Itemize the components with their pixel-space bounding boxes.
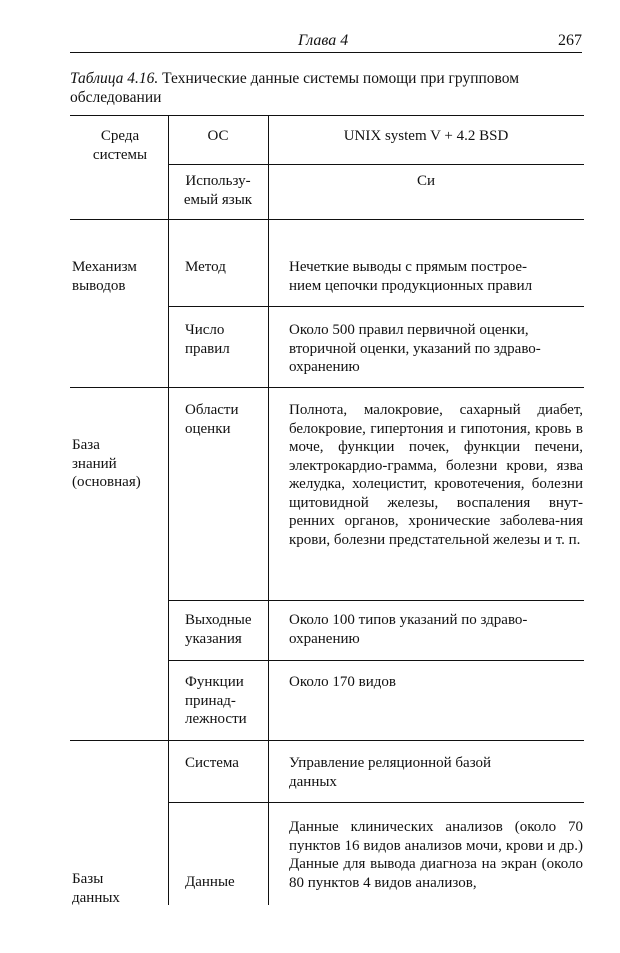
rules-count-label: Число правил bbox=[185, 322, 230, 357]
table-caption bbox=[70, 69, 584, 107]
header-rule bbox=[70, 52, 582, 53]
row-divider bbox=[168, 306, 584, 307]
db-data-label: Данные bbox=[185, 874, 235, 890]
group-label-environment: Среда системы bbox=[92, 128, 148, 163]
language-label: Использу- емый язык bbox=[183, 173, 253, 208]
chapter-header: Глава 4 bbox=[298, 32, 349, 49]
membership-functions-value: Около 170 видов bbox=[289, 674, 396, 690]
row-divider bbox=[168, 802, 584, 803]
row-divider bbox=[168, 660, 584, 661]
group-divider bbox=[70, 219, 584, 220]
assessment-areas-label: Области оценки bbox=[185, 402, 239, 437]
db-data-value: Данные клинических анализов (около 70 пунктов 16 видов анализов мочи, крови и др.) Данные для вывода диагноза на экран (около 80 пунктов 4 видов анализов, bbox=[289, 819, 583, 891]
db-system-value: Управление реляционной базой данных bbox=[289, 755, 492, 790]
row-divider bbox=[168, 600, 584, 601]
os-label: ОС bbox=[207, 128, 229, 144]
method-value: Нечеткие выводы с прямым построе- нием цепочки продукционных правил bbox=[289, 259, 533, 294]
row-divider bbox=[168, 164, 584, 165]
table-top-rule bbox=[70, 115, 584, 116]
output-guidance-value: Около 100 типов указаний по здраво- охранению bbox=[289, 612, 528, 647]
rules-count-value: Около 500 правил первичной оценки, вторичной оценки, указаний по здраво- охранению bbox=[289, 322, 541, 375]
os-value: UNIX system V + 4.2 BSD bbox=[343, 128, 509, 144]
group-divider bbox=[70, 740, 584, 741]
method-label: Метод bbox=[185, 259, 226, 275]
column-divider-left bbox=[168, 115, 169, 905]
column-divider-right bbox=[268, 115, 269, 905]
group-label-knowledge-base: База знаний (основная) bbox=[72, 437, 141, 490]
page-number: 267 bbox=[558, 32, 582, 49]
language-value: Си bbox=[416, 173, 436, 189]
db-system-label: Система bbox=[185, 755, 239, 771]
table-caption-label: Таблица 4.16. bbox=[70, 70, 159, 87]
group-label-databases: Базы данных bbox=[72, 871, 120, 906]
table-caption-text: Технические данные системы помощи при групповом обследовании bbox=[70, 70, 520, 106]
group-divider bbox=[70, 387, 584, 388]
assessment-areas-value: Полнота, малокровие, сахарный диабет, белокровие, гипертония и гипотония, кровь в моче, функции почек, функции печени, электрокардио-грамма, болезни крови, язва желудка, холецистит, кровотечения, болезни щитовидной железы, воспаления внут-ренних органов, хронические заболева-ния крови, болезни предстательной железы и т. п. bbox=[289, 402, 583, 548]
output-guidance-label: Выходные указания bbox=[185, 612, 252, 647]
membership-functions-label: Функции принад- лежности bbox=[185, 674, 247, 727]
group-label-inference: Механизм выводов bbox=[72, 259, 137, 294]
